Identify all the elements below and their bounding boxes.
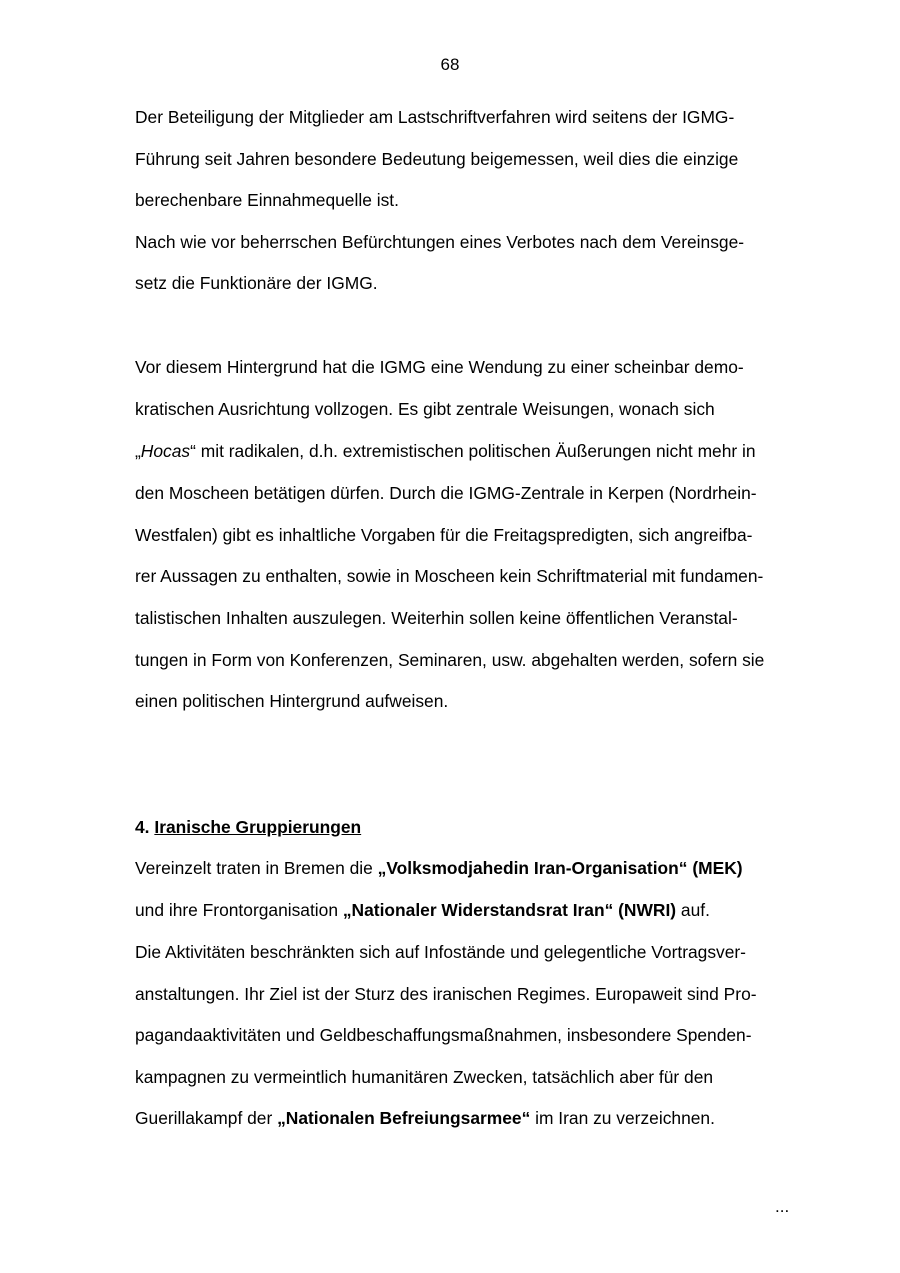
text-line: Der Beteiligung der Mitglieder am Lastschriftverfahren wird seitens der IGMG-: [135, 107, 735, 127]
section-heading: [135, 816, 361, 838]
bold-organization: „Nationaler Widerstandsrat Iran“ (NWRI): [342, 900, 677, 920]
text-line: rer Aussagen zu enthalten, sowie in Moscheen kein Schriftmaterial mit fundamen-: [135, 566, 764, 586]
text-line: [135, 899, 710, 921]
bold-organization: „Volksmodjahedin Iran-Organisation“ (MEK): [377, 858, 743, 878]
italic-term: Hocas: [140, 441, 191, 461]
text-line: tungen in Form von Konferenzen, Seminaren, usw. abgehalten werden, sofern sie: [135, 650, 765, 670]
text-span: auf.: [676, 900, 710, 920]
text-span: “ mit radikalen, d.h. extremistischen politischen Äußerungen nicht mehr in: [190, 441, 756, 461]
open-quote: „: [135, 441, 141, 461]
text-line: [135, 1107, 715, 1129]
text-line: den Moscheen betätigen dürfen. Durch die IGMG-Zentrale in Kerpen (Nordrhein-: [135, 483, 757, 503]
text-line: kratischen Ausrichtung vollzogen. Es gibt zentrale Weisungen, wonach sich: [135, 399, 715, 419]
text-line: berechenbare Einnahmequelle ist.: [135, 190, 399, 210]
text-line: pagandaaktivitäten und Geldbeschaffungsmaßnahmen, insbesondere Spenden-: [135, 1025, 752, 1045]
text-line: Vor diesem Hintergrund hat die IGMG eine Wendung zu einer scheinbar demo-: [135, 357, 744, 377]
section-title: Iranische Gruppierungen: [154, 817, 362, 837]
text-line: anstaltungen. Ihr Ziel ist der Sturz des iranischen Regimes. Europaweit sind Pro-: [135, 984, 757, 1004]
text-line: [135, 857, 743, 879]
text-span: Vereinzelt traten in Bremen die: [135, 858, 378, 878]
text-line: talistischen Inhalten auszulegen. Weiterhin sollen keine öffentlichen Veranstal-: [135, 608, 738, 628]
text-span: im Iran zu verzeichnen.: [530, 1108, 715, 1128]
continuation-ellipsis: ...: [775, 1197, 790, 1216]
text-line: kampagnen zu vermeintlich humanitären Zwecken, tatsächlich aber für den: [135, 1067, 714, 1087]
section-number: 4.: [135, 817, 150, 837]
text-line: [135, 440, 756, 462]
text-line: Nach wie vor beherrschen Befürchtungen eines Verbotes nach dem Vereinsge-: [135, 232, 745, 252]
text-span: Guerillakampf der: [135, 1108, 278, 1128]
text-line: Westfalen) gibt es inhaltliche Vorgaben für die Freitagspredigten, sich angreifba-: [135, 525, 753, 545]
bold-organization: „Nationalen Befreiungsarmee“: [277, 1108, 531, 1128]
text-line: einen politischen Hintergrund aufweisen.: [135, 691, 449, 711]
text-line: Die Aktivitäten beschränkten sich auf Infostände und gelegentliche Vortragsver-: [135, 942, 746, 962]
page-number: 68: [440, 55, 460, 74]
text-span: und ihre Frontorganisation: [135, 900, 343, 920]
text-line: setz die Funktionäre der IGMG.: [135, 273, 378, 293]
text-line: Führung seit Jahren besondere Bedeutung beigemessen, weil dies die einzige: [135, 149, 739, 169]
